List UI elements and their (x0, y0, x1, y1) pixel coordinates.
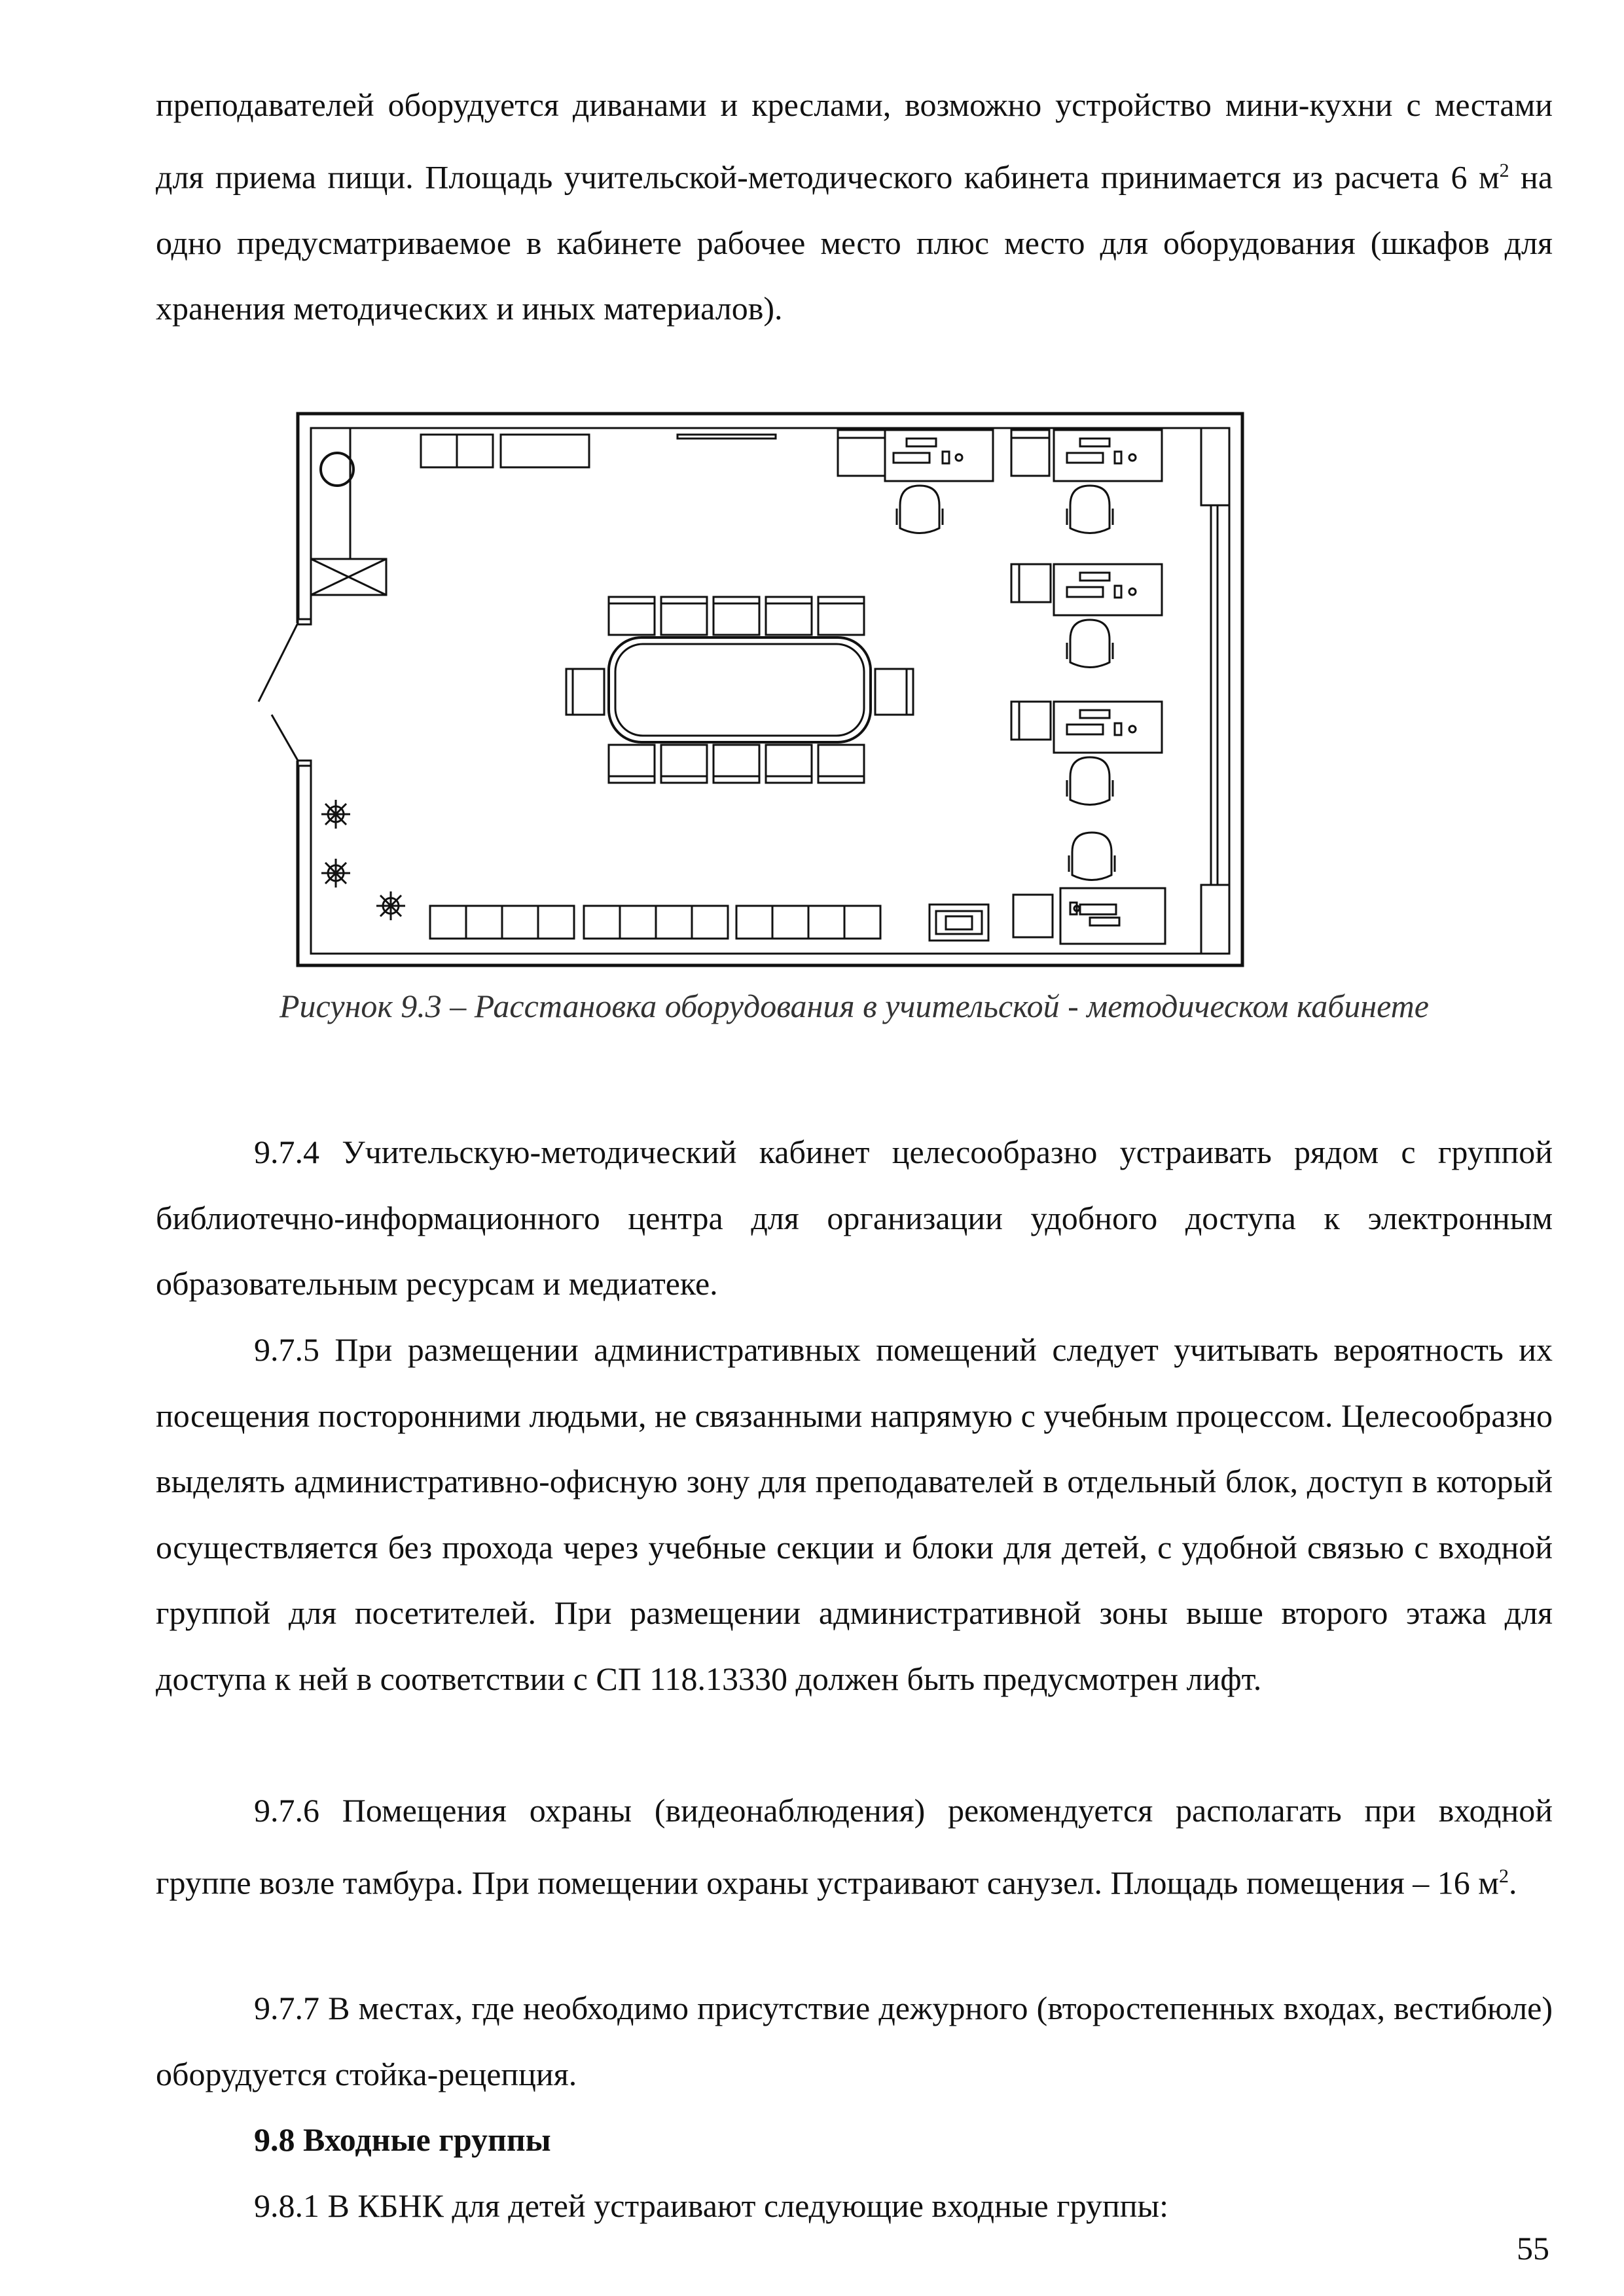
bottom-cabinet-small (1013, 895, 1053, 937)
section-heading-9-8: 9.8 Входные группы (254, 2121, 551, 2158)
top-board (677, 435, 776, 439)
paragraph-9-7-6-superscript: 2 (1498, 1865, 1509, 1887)
door-jamb-upper (298, 619, 311, 624)
bottom-shelves (430, 906, 880, 939)
workstation-bottom-right (1060, 833, 1165, 944)
top-cabinet-2 (501, 435, 589, 467)
intro-superscript: 2 (1499, 159, 1509, 181)
workstation-right-1 (1011, 564, 1162, 668)
office-floor-plan (249, 407, 1257, 996)
workstation-right-2 (1011, 702, 1162, 805)
door-jamb-lower (298, 761, 311, 766)
workstation-top-2 (1011, 430, 1162, 533)
paragraph-9-7-4: 9.7.4 Учительскую-методический кабинет целесообразно устраивать рядом с группой библиотечно-информационного центра для организации удобного доступа к электронным образовательным ресурсам и медиатеке. (156, 1134, 1553, 1302)
plan-inner-wall (311, 428, 1229, 954)
window-niche (1201, 428, 1229, 505)
sink-icon (321, 453, 353, 486)
kitchen-counter (311, 428, 350, 559)
plan-outer-wall (298, 414, 1242, 965)
workstation-top-1 (838, 430, 993, 533)
chairs-bottom-row (609, 745, 864, 783)
paragraph-9-7-5: 9.7.5 При размещении административных помещений следует учитывать вероятность их посещения посторонними людьми, не связанными напрямую с учебным процессом. Целесообразно выделять административно-офисную зону для преподавателей в отдельный блок, доступ в который осуществляется без прохода через учебные секции и блоки для детей, с удобной связью с входной группой для посетителей. При размещении административной зоны выше второго этажа для доступа к ней в соответствии с СП 118.13330 должен быть предусмотрен лифт. (156, 1331, 1553, 1697)
paragraph-9-7-6: 9.7.6 Помещения охраны (видеонаблюдения) рекомендуется располагать при входной группе возле тамбура. При помещении охраны устраивают санузел. Площадь помещения – 16 $м^2$. (156, 1792, 1553, 1901)
door-leaf-lower (272, 715, 298, 761)
plant-icon-1 (321, 800, 350, 829)
intro-paragraph: преподавателей оборудуется диванами и креслами, возможно устройство мини-кухни с местами для приема пищи. Площадь учительской-методического кабинета принимается из расчета 6 $м^2$ на одно предусматриваемое в кабинете рабочее место плюс место для оборудования (шкафов для хранения методических и иных материалов). (156, 86, 1553, 327)
chairs-top-row (609, 597, 864, 635)
copier (929, 905, 988, 941)
plant-icon-2 (321, 859, 350, 888)
paragraph-9-8-1: 9.8.1 В КБНК для детей устраивают следующие входные группы: (254, 2187, 1168, 2224)
plant-icon-3 (376, 891, 405, 920)
meeting-table (609, 637, 871, 742)
paragraph-9-7-7: 9.7.7 В местах, где необходимо присутствие дежурного (второстепенных входах, вестибюле) оборудуется стойка-рецепция. (156, 1990, 1553, 2092)
figure-caption: Рисунок 9.3 – Расстановка оборудования в учительской - методическом кабинете (280, 988, 1429, 1024)
window-niche-lower (1201, 885, 1229, 954)
door-leaf-upper (259, 623, 298, 702)
page-number: 55 (1517, 2230, 1549, 2267)
